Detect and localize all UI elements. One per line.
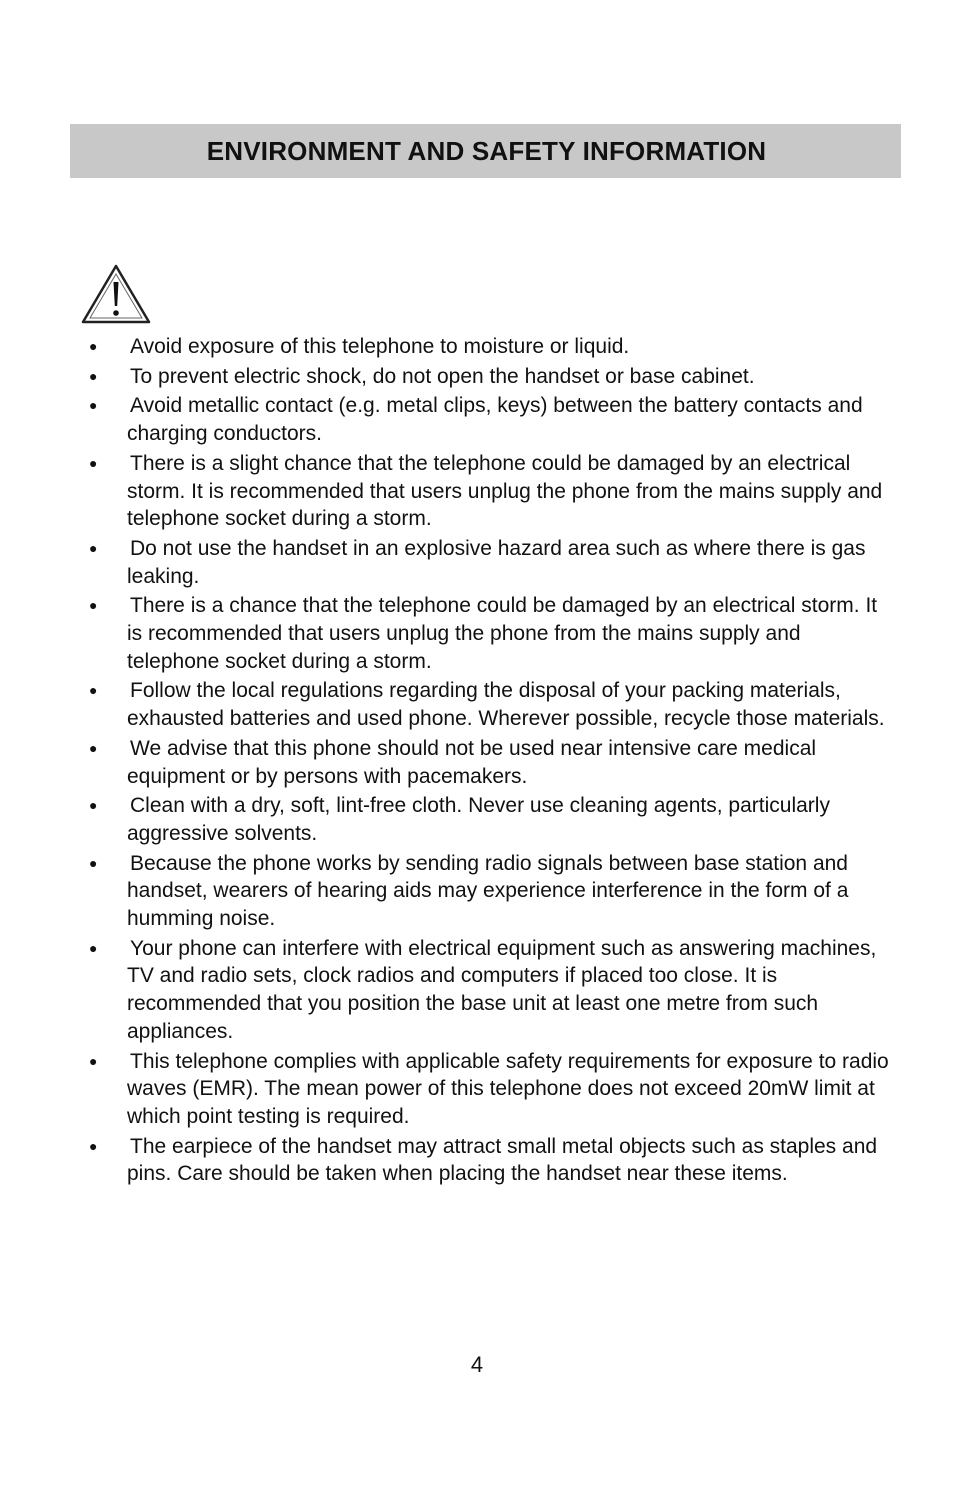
- list-item: ● Follow the local regulations regarding the disposal of your packing materials, exhausted batteries and used phone. Wherever possible, recycle those materials.: [89, 679, 885, 731]
- page-number: 4: [470, 1352, 484, 1377]
- list-item: ● The earpiece of the handset may attract small metal objects such as staples and pins. Care should be taken when placing the handset near these items.: [89, 1134, 878, 1186]
- list-item: ● This telephone complies with applicable safety requirements for exposure to radio waves (EMR). The mean power of this telephone does not exceed 20mW limit at which point testing is required.: [89, 1049, 889, 1128]
- warning-triangle-icon: [80, 262, 152, 326]
- safety-list: [0, 333, 954, 1190]
- list-item: ● Do not use the handset in an explosive hazard area such as where there is gas leaking.: [89, 536, 866, 588]
- list-item: ● Avoid exposure of this telephone to moisture or liquid.: [89, 335, 630, 358]
- page-title: ENVIRONMENT AND SAFETY INFORMATION: [206, 135, 767, 166]
- list-item: ● Your phone can interfere with electrical equipment such as answering machines, TV and radio sets, clock radios and computers if placed too close. It is recommended that you position the base unit at least one metre from such appliances.: [89, 936, 877, 1043]
- list-item: ● To prevent electric shock, do not open the handset or base cabinet.: [89, 364, 755, 388]
- list-item: ● Clean with a dry, soft, lint-free cloth. Never use cleaning agents, particularly aggressive solvents.: [89, 794, 830, 845]
- section-header: [70, 124, 901, 178]
- list-item: ● There is a slight chance that the telephone could be damaged by an electrical storm. It is recommended that users unplug the phone from the mains supply and telephone socket during a storm.: [89, 451, 883, 531]
- list-item: ● There is a chance that the telephone could be damaged by an electrical storm. It is recommended that users unplug the phone from the mains supply and telephone socket during a storm.: [89, 594, 878, 673]
- list-item: ● We advise that this phone should not be used near intensive care medical equipment or by persons with pacemakers.: [89, 736, 817, 788]
- list-item: ● Because the phone works by sending radio signals between base station and handset, wearers of hearing aids may experience interference in the form of a humming noise.: [89, 851, 849, 931]
- list-item: ● Avoid metallic contact (e.g. metal clips, keys) between the battery contacts and charging conductors.: [89, 394, 863, 446]
